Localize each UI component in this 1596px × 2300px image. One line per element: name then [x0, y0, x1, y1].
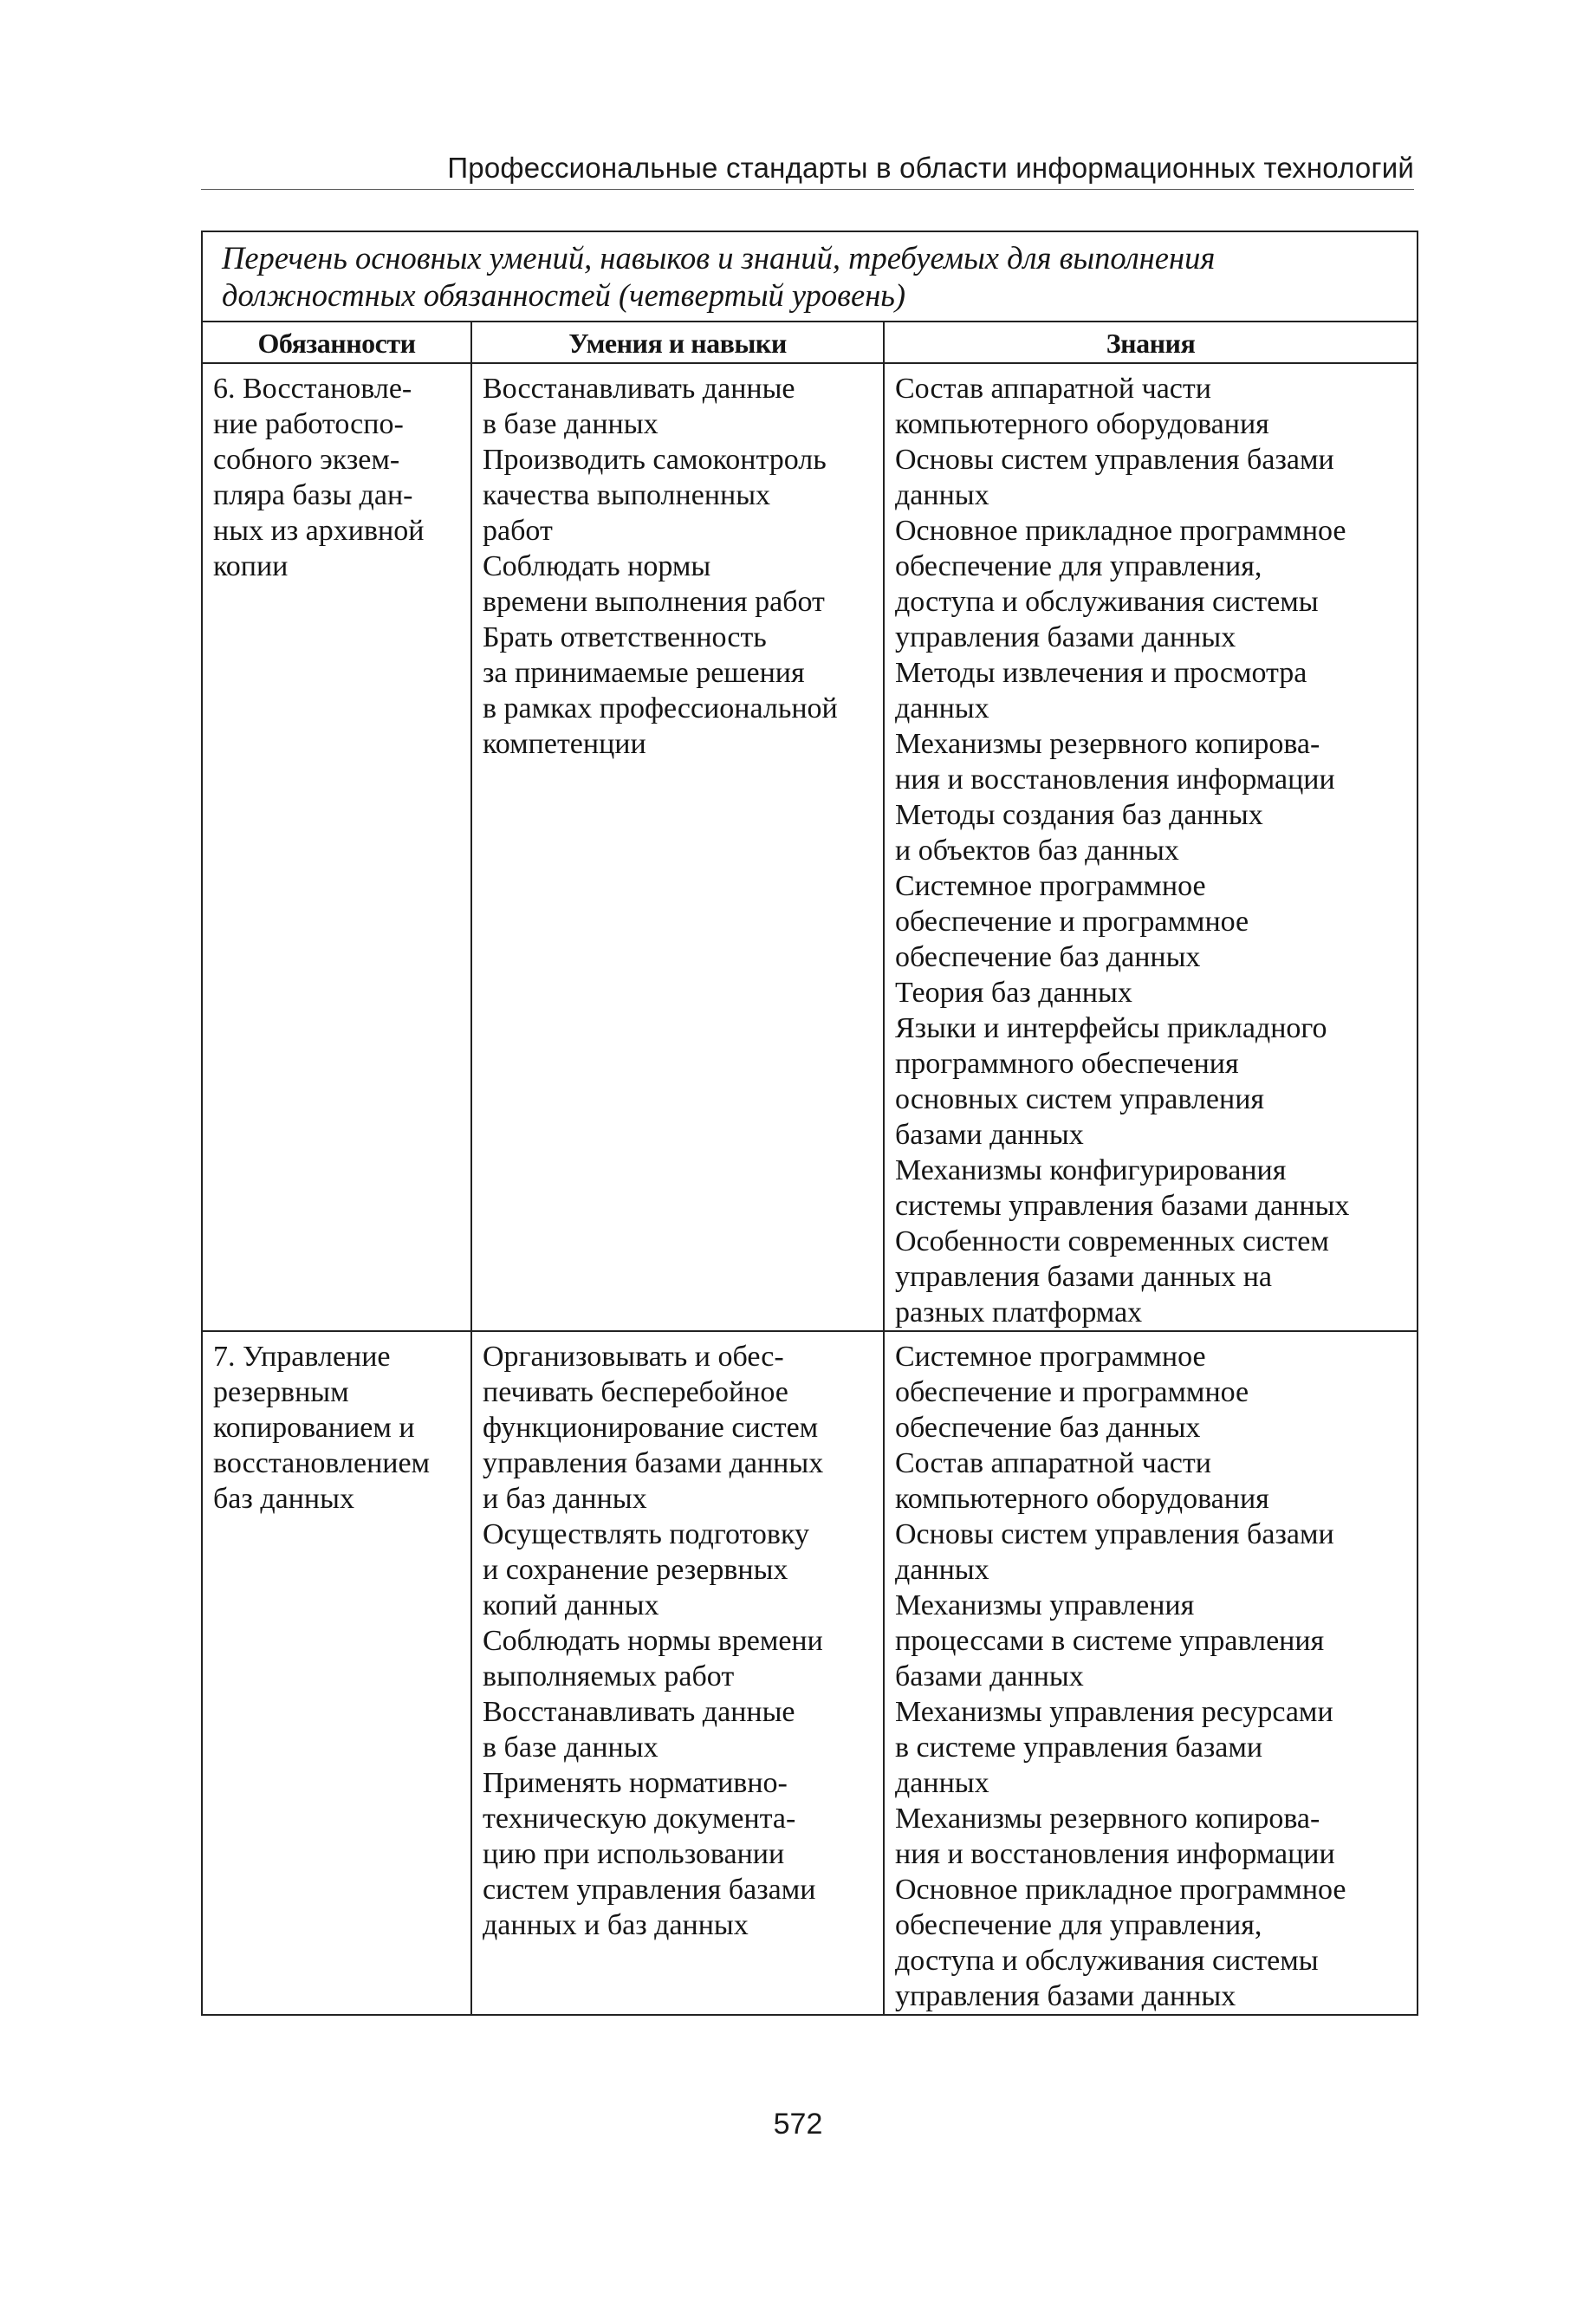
table-caption	[202, 231, 1418, 322]
duty-line: ние работоспо-	[213, 408, 404, 440]
knowledge-line: обеспечение и программное	[895, 1376, 1249, 1408]
skills-line: работ	[483, 515, 553, 547]
knowledge-line: доступа и обслуживания системы	[895, 586, 1319, 618]
header-rule	[201, 189, 1414, 190]
skills-line: Соблюдать нормы времени	[483, 1625, 823, 1657]
knowledge-line: Системное программное	[895, 1341, 1206, 1373]
skills-line: цию при использовании	[483, 1838, 785, 1870]
skills-cell	[471, 1331, 884, 2015]
duty-line: 7. Управление	[213, 1341, 391, 1373]
skills-line: в базе данных	[483, 408, 659, 440]
skills-line: данных и баз данных	[483, 1909, 749, 1941]
caption-line: должностных обязанностей (четвертый уровень)	[222, 277, 906, 313]
skills-line: Осуществлять подготовку	[483, 1518, 810, 1550]
skills-line: техническую документа-	[483, 1803, 796, 1835]
skills-line: копий данных	[483, 1589, 659, 1621]
knowledge-line: Основы систем управления базами	[895, 1518, 1334, 1550]
skills-line: Восстанавливать данные	[483, 1696, 795, 1728]
knowledge-line: управления базами данных	[895, 621, 1236, 653]
skills-line: Производить самоконтроль	[483, 444, 827, 476]
column-header-knowledge: Знания	[884, 322, 1418, 363]
page-number: 572	[773, 2108, 823, 2141]
knowledge-line: ния и восстановления информации	[895, 763, 1335, 796]
knowledge-line: доступа и обслуживания системы	[895, 1945, 1319, 1977]
knowledge-line: Механизмы конфигурирования	[895, 1154, 1287, 1186]
table-row	[202, 363, 1418, 1331]
competency-table	[201, 231, 1418, 2016]
knowledge-line: данных	[895, 692, 989, 724]
duty-line: собного экзем-	[213, 444, 400, 476]
knowledge-line: управления базами данных	[895, 1980, 1236, 2012]
skills-line: печивать бесперебойное	[483, 1376, 788, 1408]
table-body	[202, 363, 1418, 2015]
knowledge-line: Методы создания баз данных	[895, 799, 1263, 831]
skills-line: и сохранение резервных	[483, 1554, 788, 1586]
knowledge-line: Состав аппаратной части	[895, 373, 1211, 405]
knowledge-line: обеспечение для управления,	[895, 1909, 1262, 1941]
knowledge-line: данных	[895, 479, 989, 511]
duty-cell	[202, 1331, 471, 2015]
knowledge-line: Механизмы управления ресурсами	[895, 1696, 1333, 1728]
skills-line: Восстанавливать данные	[483, 373, 795, 405]
column-header-skills: Умения и навыки	[471, 322, 884, 363]
knowledge-line: данных	[895, 1767, 989, 1799]
duty-line: 6. Восстановле-	[213, 373, 412, 405]
skills-line: Брать ответственность	[483, 621, 767, 653]
skills-line: Применять нормативно-	[483, 1767, 788, 1799]
knowledge-line: Механизмы управления	[895, 1589, 1195, 1621]
column-header-duties: Обязанности	[202, 322, 471, 363]
skills-line: и баз данных	[483, 1483, 647, 1515]
knowledge-cell	[884, 363, 1418, 1331]
duty-line: ных из архивной	[213, 515, 425, 547]
skills-line: времени выполнения работ	[483, 586, 825, 618]
knowledge-line: обеспечение баз данных	[895, 941, 1201, 973]
knowledge-line: Теория баз данных	[895, 977, 1132, 1009]
duty-line: резервным	[213, 1376, 349, 1408]
duty-line: копии	[213, 550, 289, 582]
knowledge-line: Методы извлечения и просмотра	[895, 657, 1307, 689]
knowledge-cell	[884, 1331, 1418, 2015]
knowledge-line: обеспечение для управления,	[895, 550, 1262, 582]
knowledge-line: компьютерного оборудования	[895, 1483, 1269, 1515]
knowledge-line: системы управления базами данных	[895, 1190, 1350, 1222]
duty-cell	[202, 363, 471, 1331]
skills-line: выполняемых работ	[483, 1660, 735, 1693]
knowledge-line: данных	[895, 1554, 989, 1586]
knowledge-line: Механизмы резервного копирова-	[895, 1803, 1320, 1835]
knowledge-line: процессами в системе управления	[895, 1625, 1325, 1657]
knowledge-line: Механизмы резервного копирова-	[895, 728, 1320, 760]
knowledge-line: обеспечение и программное	[895, 906, 1249, 938]
knowledge-line: программного обеспечения	[895, 1048, 1239, 1080]
knowledge-line: обеспечение баз данных	[895, 1412, 1201, 1444]
knowledge-line: ния и восстановления информации	[895, 1838, 1335, 1870]
skills-line: компетенции	[483, 728, 646, 760]
skills-line: Соблюдать нормы	[483, 550, 711, 582]
knowledge-line: Основы систем управления базами	[895, 444, 1334, 476]
skills-line: систем управления базами	[483, 1874, 816, 1906]
duty-line: восстановлением	[213, 1447, 431, 1479]
duty-line: пляра базы дан-	[213, 479, 413, 511]
knowledge-line: базами данных	[895, 1119, 1084, 1151]
skills-line: управления базами данных	[483, 1447, 824, 1479]
knowledge-line: основных систем управления	[895, 1083, 1265, 1115]
knowledge-line: Основное прикладное программное	[895, 1874, 1346, 1906]
skills-cell	[471, 363, 884, 1331]
skills-line: в базе данных	[483, 1731, 659, 1764]
skills-line: функционирование систем	[483, 1412, 819, 1444]
skills-line: за принимаемые решения	[483, 657, 805, 689]
skills-line: Организовывать и обес-	[483, 1341, 784, 1373]
caption-line: Перечень основных умений, навыков и знаний, требуемых для выполнения	[222, 240, 1216, 276]
column-header-row	[202, 322, 1418, 363]
knowledge-line: компьютерного оборудования	[895, 408, 1269, 440]
knowledge-line: Основное прикладное программное	[895, 515, 1346, 547]
knowledge-line: и объектов баз данных	[895, 835, 1179, 867]
knowledge-line: Системное программное	[895, 870, 1206, 902]
running-header: Профессиональные стандарты в области информационных технологий	[447, 152, 1414, 184]
knowledge-line: Языки и интерфейсы прикладного	[895, 1012, 1327, 1044]
knowledge-line: в системе управления базами	[895, 1731, 1263, 1764]
duty-line: копированием и	[213, 1412, 415, 1444]
table-row	[202, 1331, 1418, 2015]
knowledge-line: разных платформах	[895, 1296, 1143, 1329]
duty-line: баз данных	[213, 1483, 354, 1515]
knowledge-line: Особенности современных систем	[895, 1225, 1329, 1257]
table-caption-row	[202, 231, 1418, 322]
skills-line: в рамках профессиональной	[483, 692, 838, 724]
knowledge-line: базами данных	[895, 1660, 1084, 1693]
knowledge-line: Состав аппаратной части	[895, 1447, 1211, 1479]
knowledge-line: управления базами данных на	[895, 1261, 1273, 1293]
skills-line: качества выполненных	[483, 479, 771, 511]
